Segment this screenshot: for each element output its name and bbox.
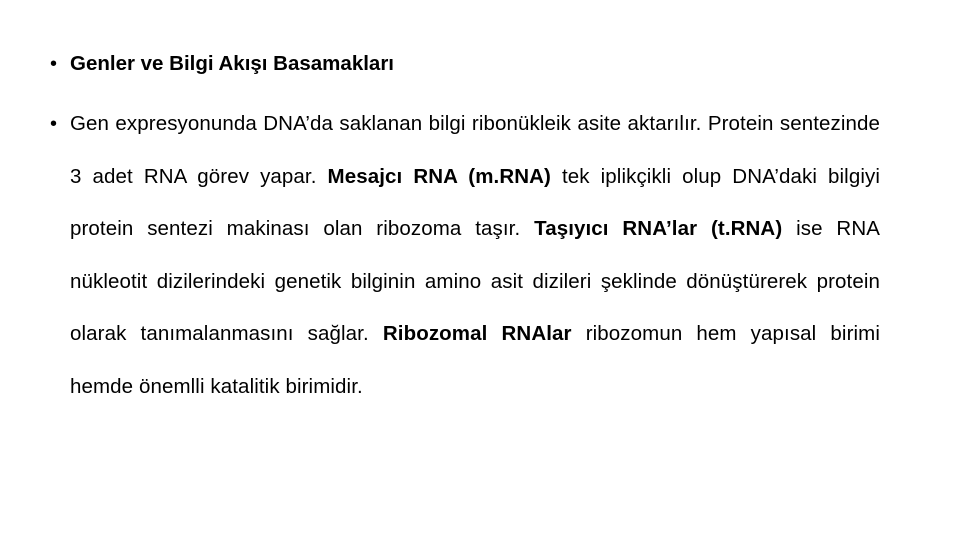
bullet-icon: • [50,53,58,75]
slide-heading: Genler ve Bilgi Akışı Basamakları [70,52,394,75]
term-rrna: Ribozomal RNAlar [382,322,572,345]
bullet-icon: • [50,113,58,135]
body-paragraph [50,98,880,413]
term-trna: Taşıyıcı RNA’lar (t.RNA) [534,217,783,240]
bullet-list [50,48,880,413]
body-text-3: ise RNA nükleotit dizilerindeki genetik bilginin amino asit dizileri şeklinde dönüştürerek protein olarak tanımalanmasını sağlar. [70,217,880,345]
heading-bullet [50,48,880,80]
body-text-2: tek iplikçikli olup DNA’daki bilgiyi protein sentezi makinası olan ribozoma taşır. [70,164,880,240]
body-text-1: Gen expresyonunda DNA’da saklanan bilgi ribonükleik asite aktarılır. Protein sentezinde 3 adet RNA görev yapar. [70,112,880,188]
body-text-4: ribozomun hem yapısal birimi hemde önemlli katalitik birimidir. [70,322,881,398]
term-mrna: Mesajcı RNA (m.RNA) [327,164,551,188]
